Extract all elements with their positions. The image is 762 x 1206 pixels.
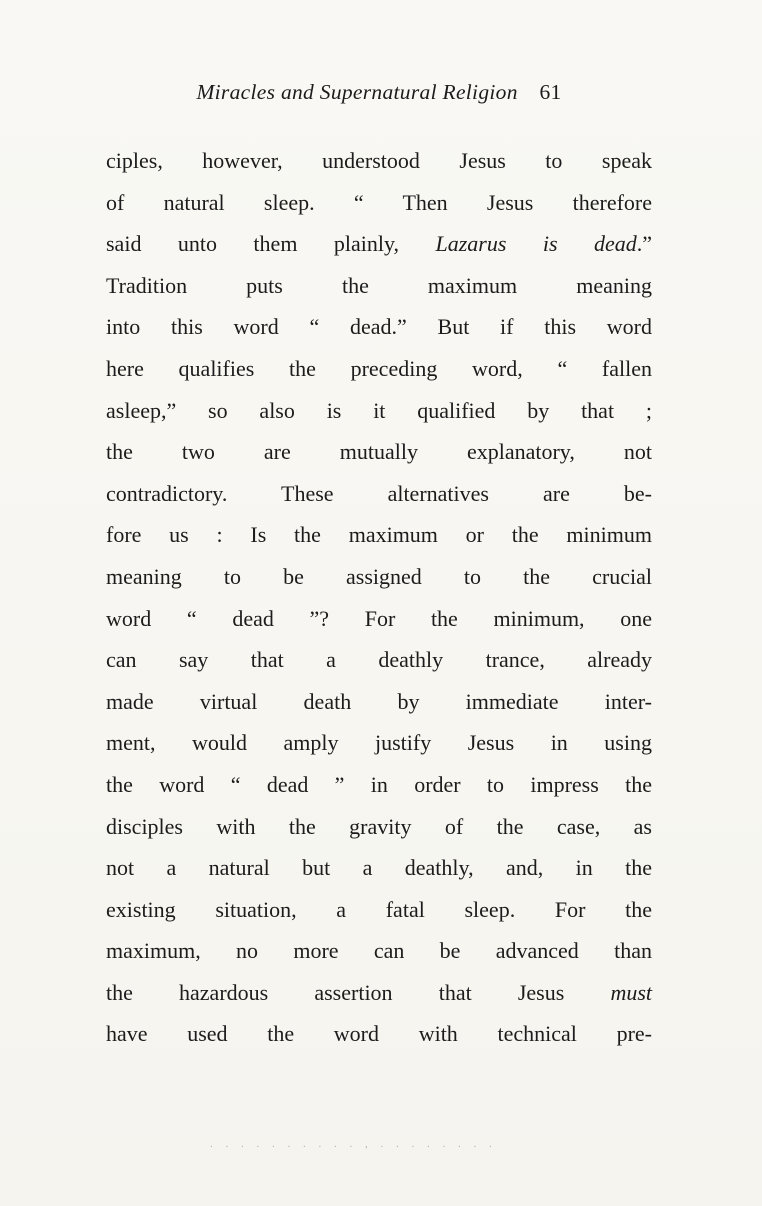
text-line: ment, would amply justify Jesus in using	[106, 730, 652, 756]
text-line: said unto them plainly, Lazarus is dead.”	[106, 231, 652, 257]
text-line: not a natural but a deathly, and, in the	[106, 855, 652, 881]
running-title: Miracles and Supernatural Religion	[196, 80, 518, 104]
text-line: meaning to be assigned to the crucial	[106, 563, 652, 589]
text-line: contradictory. These alternatives are be-	[106, 480, 652, 506]
text-line: of natural sleep. “ Then Jesus therefore	[106, 189, 652, 215]
text-line: disciples with the gravity of the case, as	[106, 813, 652, 839]
page-number: 61	[539, 80, 562, 104]
text-line: existing situation, a fatal sleep. For the	[106, 896, 652, 922]
page-header	[106, 80, 652, 105]
text-line: maximum, no more can be advanced than	[106, 938, 652, 964]
text-line: can say that a deathly trance, already	[106, 647, 652, 673]
text-line: into this word “ dead.” But if this word	[106, 314, 652, 340]
text-line: here qualifies the preceding word, “ fallen	[106, 355, 652, 381]
scan-artifact-dots: . . . . . . . . . . , . . . . . . . .	[210, 1138, 497, 1150]
body-text	[106, 140, 652, 1055]
text-line: made virtual death by immediate inter-	[106, 688, 652, 714]
text-line: asleep,” so also is it qualified by that ;	[106, 397, 652, 423]
text-line: the two are mutually explanatory, not	[106, 439, 652, 465]
text-line: have used the word with technical pre-	[106, 1021, 652, 1047]
text-line: fore us : Is the maximum or the minimum	[106, 522, 652, 548]
text-line: Tradition puts the maximum meaning	[106, 272, 652, 298]
text-line: the hazardous assertion that Jesus must	[106, 979, 652, 1005]
text-line: the word “ dead ” in order to impress the	[106, 771, 652, 797]
text-line: word “ dead ”? For the minimum, one	[106, 605, 652, 631]
text-line: ciples, however, understood Jesus to speak	[106, 148, 652, 173]
